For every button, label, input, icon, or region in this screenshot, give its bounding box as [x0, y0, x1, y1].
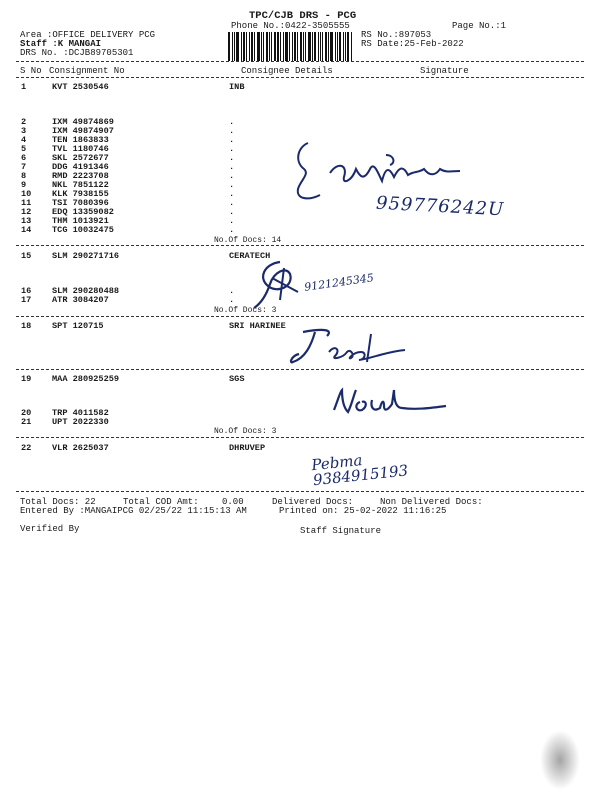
- column-header-consignment: Consignment No: [49, 66, 125, 76]
- consignment-number: KLK 7938155: [52, 189, 109, 199]
- dot-marker: .: [229, 153, 235, 163]
- docs-count: No.Of Docs: 3: [214, 306, 277, 315]
- dot-marker: .: [229, 295, 235, 305]
- total-docs: Total Docs: 22: [20, 497, 96, 507]
- consignee-name: SRI HARINEE: [229, 321, 286, 331]
- serial-number: 9: [21, 180, 27, 190]
- barcode-bar: [283, 32, 284, 61]
- serial-number: 15: [21, 251, 32, 261]
- consignment-number: UPT 2022330: [52, 417, 109, 427]
- barcode-bar: [277, 32, 279, 61]
- consignee-name: INB: [229, 82, 245, 92]
- barcode-bar: [314, 32, 316, 61]
- serial-number: 21: [21, 417, 32, 427]
- barcode-bar: [308, 32, 311, 61]
- barcode-bar: [300, 32, 302, 61]
- barcode-bar: [274, 32, 276, 61]
- consignment-number: VLR 2625037: [52, 443, 109, 453]
- barcode-bar: [289, 32, 290, 61]
- table-row: [0, 82, 600, 93]
- divider: [16, 491, 584, 492]
- column-header-signature: Signature: [420, 66, 469, 76]
- barcode-bar: [243, 32, 245, 61]
- serial-number: 10: [21, 189, 32, 199]
- signature-mark: [330, 386, 450, 422]
- phone-handwriting: 9121245345: [303, 271, 375, 294]
- serial-number: 12: [21, 207, 32, 217]
- dot-marker: .: [229, 126, 235, 136]
- serial-number: 1: [21, 82, 27, 92]
- barcode-bar: [335, 32, 336, 61]
- drs-number: DRS No. :DCJB89705301: [20, 48, 134, 58]
- dot-marker: .: [229, 162, 235, 172]
- barcode-bar: [343, 32, 344, 61]
- serial-number: 3: [21, 126, 27, 136]
- column-header-consignee: Consignee Details: [241, 66, 333, 76]
- consignment-number: DDG 4191346: [52, 162, 109, 172]
- barcode-bar: [320, 32, 321, 61]
- serial-number: 5: [21, 144, 27, 154]
- serial-number: 7: [21, 162, 27, 172]
- consignment-number: TVL 1180746: [52, 144, 109, 154]
- page-number: Page No.:1: [452, 21, 507, 31]
- barcode-bar: [254, 32, 255, 61]
- divider: [16, 77, 584, 78]
- dot-marker: .: [229, 144, 235, 154]
- barcode-bar: [347, 32, 349, 61]
- docs-count: No.Of Docs: 14: [214, 236, 282, 245]
- printed-on: Printed on: 25-02-2022 11:16:25: [279, 506, 447, 516]
- dot-marker: .: [229, 180, 235, 190]
- serial-number: 18: [21, 321, 32, 331]
- barcode-bar: [251, 32, 253, 61]
- table-row: [0, 225, 600, 236]
- barcode-bar: [325, 32, 327, 61]
- barcode-bar: [322, 32, 323, 61]
- consignment-number: KVT 2530546: [52, 82, 109, 92]
- barcode-bar: [271, 32, 272, 61]
- scan-smudge: [540, 730, 580, 790]
- consignment-number: SLM 290271716: [52, 251, 120, 261]
- serial-number: 13: [21, 216, 32, 226]
- consignment-number: MAA 280925259: [52, 374, 120, 384]
- serial-number: 6: [21, 153, 27, 163]
- barcode-bar: [305, 32, 306, 61]
- signature-mark: [285, 322, 415, 372]
- barcode-bar: [330, 32, 333, 61]
- barcode-bar: [337, 32, 338, 61]
- barcode-bar: [303, 32, 304, 61]
- barcode-bar: [285, 32, 288, 61]
- consignment-number: EDQ 13359082: [52, 207, 114, 217]
- table-row: [0, 374, 600, 385]
- column-header-sno: S No: [20, 66, 42, 76]
- verified-by: Verified By: [20, 524, 80, 534]
- serial-number: 11: [21, 198, 32, 208]
- delivered-docs: Delivered Docs:: [272, 497, 354, 507]
- barcode-bar: [246, 32, 247, 61]
- table-row: [0, 443, 600, 454]
- serial-number: 19: [21, 374, 32, 384]
- phone-number: Phone No.:0422-3505555: [231, 21, 350, 31]
- serial-number: 14: [21, 225, 32, 235]
- serial-number: 22: [21, 443, 32, 453]
- barcode-bar: [241, 32, 242, 61]
- consignment-number: TCG 10032475: [52, 225, 114, 235]
- barcode-bar: [261, 32, 262, 61]
- divider: [16, 316, 584, 317]
- dot-marker: .: [229, 189, 235, 199]
- barcode-bar: [280, 32, 281, 61]
- rs-date: RS Date:25-Feb-2022: [361, 39, 464, 49]
- consignment-number: SKL 2572677: [52, 153, 109, 163]
- consignment-number: ATR 3084207: [52, 295, 109, 305]
- serial-number: 20: [21, 408, 32, 418]
- barcode-bar: [318, 32, 319, 61]
- barcode-bar: [339, 32, 341, 61]
- docs-count: No.Of Docs: 3: [214, 427, 277, 436]
- barcode-bar: [294, 32, 296, 61]
- consignment-number: SPT 120715: [52, 321, 104, 331]
- barcode-bar: [266, 32, 268, 61]
- phone-handwriting: 959776242U: [375, 192, 505, 221]
- consignment-number: TSI 7080396: [52, 198, 109, 208]
- barcode-bar: [269, 32, 270, 61]
- total-cod-value: 0.00: [222, 497, 244, 507]
- consignee-name: DHRUVEP: [229, 443, 266, 453]
- barcode-bar: [351, 32, 352, 61]
- dot-marker: .: [229, 286, 235, 296]
- consignment-number: THM 1013921: [52, 216, 109, 226]
- serial-number: 17: [21, 295, 32, 305]
- barcode-bar: [292, 32, 293, 61]
- entered-by: Entered By :MANGAIPCG 02/25/22 11:15:13 AM: [20, 506, 247, 516]
- divider: [16, 369, 584, 370]
- consignee-name: CERATECH: [229, 251, 271, 261]
- dot-marker: .: [229, 207, 235, 217]
- barcode-bar: [257, 32, 260, 61]
- area-label: Area :OFFICE DELIVERY PCG: [20, 30, 156, 40]
- barcode-bar: [234, 32, 235, 61]
- consignment-number: SLM 290280488: [52, 286, 120, 296]
- barcode-bar: [345, 32, 346, 61]
- total-cod-label: Total COD Amt:: [123, 497, 199, 507]
- rs-number: RS No.:897053: [361, 30, 432, 40]
- serial-number: 16: [21, 286, 32, 296]
- dot-marker: .: [229, 216, 235, 226]
- non-delivered-docs: Non Delivered Docs:: [380, 497, 483, 507]
- consignment-number: TRP 4011582: [52, 408, 109, 418]
- barcode-bar: [228, 32, 230, 61]
- barcode-bar: [232, 32, 233, 61]
- consignment-number: NKL 7851122: [52, 180, 109, 190]
- dot-marker: .: [229, 225, 235, 235]
- document-title: TPC/CJB DRS - PCG: [249, 10, 357, 22]
- consignment-number: IXM 49874907: [52, 126, 114, 136]
- staff-label: Staff :K MANGAI: [20, 39, 102, 49]
- divider: [16, 61, 584, 62]
- divider: [16, 245, 584, 246]
- barcode-bar: [328, 32, 329, 61]
- consignment-number: TEN 1863833: [52, 135, 109, 145]
- consignment-number: IXM 49874869: [52, 117, 114, 127]
- signature-handwriting: Pebma 9384915193: [310, 451, 409, 490]
- serial-number: 4: [21, 135, 27, 145]
- barcode-bar: [263, 32, 264, 61]
- serial-number: 2: [21, 117, 27, 127]
- barcode-image: [228, 32, 355, 61]
- dot-marker: .: [229, 171, 235, 181]
- consignment-number: RMD 2223708: [52, 171, 109, 181]
- consignee-name: SGS: [229, 374, 245, 384]
- dot-marker: .: [229, 117, 235, 127]
- barcode-bar: [297, 32, 298, 61]
- barcode-bar: [236, 32, 239, 61]
- dot-marker: .: [229, 198, 235, 208]
- serial-number: 8: [21, 171, 27, 181]
- divider: [16, 437, 584, 438]
- staff-signature: Staff Signature: [300, 526, 382, 536]
- table-row: [0, 417, 600, 428]
- barcode-bar: [312, 32, 313, 61]
- barcode-bar: [249, 32, 250, 61]
- dot-marker: .: [229, 135, 235, 145]
